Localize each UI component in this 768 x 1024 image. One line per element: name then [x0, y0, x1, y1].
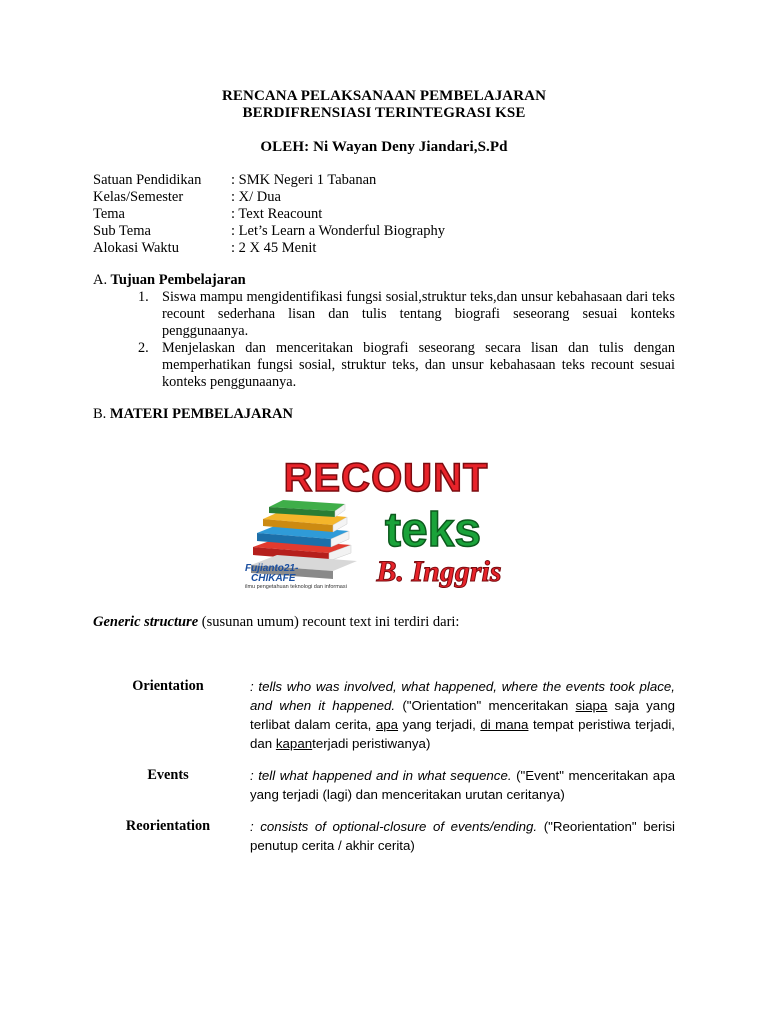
- section-letter: B.: [93, 406, 107, 422]
- objectives-list: [138, 289, 675, 391]
- list-number: 1.: [138, 289, 149, 305]
- definition-english: : consists of optional-closure of events/ending.: [250, 819, 538, 834]
- info-label: Satuan Pendidikan: [93, 172, 202, 188]
- definition-underlined: kapan: [275, 736, 313, 751]
- banner-bing-text: B. Inggris: [376, 555, 502, 588]
- definition-underlined: di mana: [480, 717, 529, 732]
- definition-text: ("Orientation" menceritakan: [395, 698, 576, 713]
- definition-text: tempat peristiwa terjadi, dan: [250, 717, 675, 751]
- info-label: Tema: [93, 206, 125, 222]
- definition-underlined: apa: [375, 717, 399, 732]
- info-label: Kelas/Semester: [93, 189, 184, 205]
- info-row: [93, 240, 445, 257]
- section-title: Tujuan Pembelajaran: [110, 272, 246, 288]
- structure-term: Events: [147, 767, 189, 783]
- info-value: : Let’s Learn a Wonderful Biography: [231, 223, 445, 239]
- definition-english: : tells who was involved, what happened, where the events took place, and when it happened.: [250, 679, 675, 713]
- structure-term: Reorientation: [125, 818, 211, 834]
- structure-definition: [250, 677, 675, 753]
- generic-structure-intro: [93, 614, 459, 631]
- section-b-heading: [93, 406, 293, 423]
- info-label: Sub Tema: [93, 223, 151, 239]
- banner-recount-text: RECOUNT: [283, 456, 489, 500]
- doc-title-line2: BERDIFRENSIASI TERINTEGRASI KSE: [242, 105, 526, 121]
- identity-table: [93, 172, 445, 257]
- list-item: [138, 340, 675, 391]
- info-value: : SMK Negeri 1 Tabanan: [231, 172, 377, 188]
- banner-teks-text: teks: [384, 504, 482, 557]
- info-value: : X/ Dua: [231, 189, 281, 205]
- info-label: Alokasi Waktu: [93, 240, 179, 256]
- definition-text: yang terjadi,: [398, 717, 481, 732]
- info-row: [93, 223, 445, 240]
- info-row: [93, 206, 445, 223]
- definition-underlined: siapa: [575, 698, 608, 713]
- definition-text: saja yang terlibat dalam cerita,: [250, 698, 675, 732]
- banner-credit-tagline: ilmu pengetahuan teknologi dan informasi: [245, 584, 347, 590]
- structure-term: Orientation: [132, 678, 204, 694]
- definition-english: : tell what happened and in what sequence.: [250, 768, 512, 783]
- list-number: 2.: [138, 340, 149, 356]
- definition-text: terjadi peristiwanya): [312, 736, 431, 751]
- section-title: MATERI PEMBELAJARAN: [109, 406, 293, 422]
- definition-text: ("Reorientation" berisi penutup cerita / akhir cerita): [250, 819, 675, 853]
- generic-structure-label: Generic structure: [93, 614, 199, 630]
- list-item: [138, 289, 675, 340]
- info-row: [93, 172, 445, 189]
- doc-title-line1: RENCANA PELAKSANAAN PEMBELAJARAN: [221, 88, 547, 104]
- section-a-heading: [93, 272, 246, 289]
- list-text: Menjelaskan dan menceritakan biografi seseorang secara lisan dan tulis dengan memperhatikan fungsi sosial, struktur teks, dan unsur kebahasaan teks recount sesuai konteks penggunaanya.: [162, 340, 675, 390]
- generic-structure-text: (susunan umum) recount text ini terdiri dari:: [198, 614, 460, 630]
- info-value: : 2 X 45 Menit: [231, 240, 317, 256]
- section-letter: A.: [93, 272, 108, 288]
- structure-definition: [250, 766, 675, 804]
- info-row: [93, 189, 445, 206]
- definition-text: ("Event" menceritakan apa yang terjadi (lagi) dan menceritakan urutan ceritanya): [250, 768, 675, 802]
- structure-definition: [250, 817, 675, 855]
- info-value: : Text Reacount: [231, 206, 323, 222]
- banner-credit-name: Fujianto21-: [245, 563, 299, 574]
- list-text: Siswa mampu mengidentifikasi fungsi sosial,struktur teks,dan unsur kebahasaan dari teks recount sederhana lisan dan tulis tentang biografi seseorang sesuai konteks penggunaanya.: [162, 289, 675, 339]
- banner-credit-brand: CHIKAFE: [251, 573, 296, 584]
- doc-author: OLEH: Ni Wayan Deny Jiandari,S.Pd: [260, 139, 508, 155]
- recount-teks-banner: [233, 453, 539, 590]
